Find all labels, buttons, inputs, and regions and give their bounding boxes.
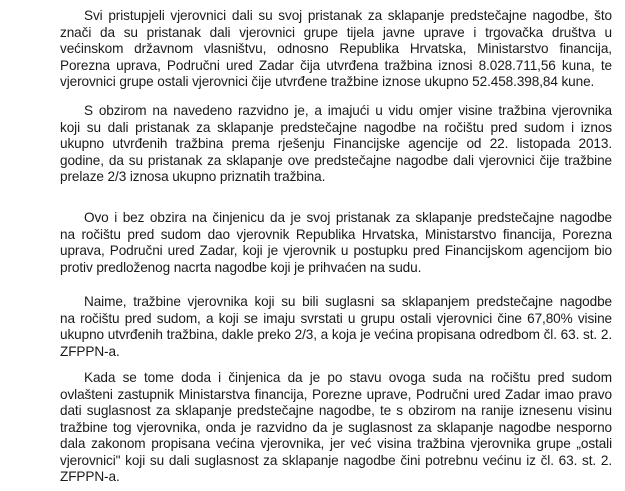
text-line: dala zakonom propisana većina vjerovnika, jer već visina tražbina vjerovnika grupe „ostali [60,436,612,451]
text-line: na ročištu pred sudom dao vjerovnik Republika Hrvatska, Ministarstvo financija, Porezna [60,226,612,242]
text-line: Kada se tome doda i činjenica da je po stavu ovoga suda na ročištu pred sudom [84,370,612,385]
text-line: prelaze 2/3 iznosa ukupno priznatih tražbina. [60,169,326,184]
text-line: na ročištu pred sudom, a koji se imaju svrstati u grupu ostali vjerovnici čine 67,80% visine [60,310,612,326]
paragraph-5 [60,370,612,486]
text-line: koji su dali pristanak za sklapanje predstečajne nagodbe na ročištu pred sudom i iznos [60,119,612,135]
text-line: ZFPPN-a. [60,343,120,359]
text-line: Naime, tražbine vjerovnika koji su bili suglasni sa sklapanjem predstečajne nagodbe [84,294,612,309]
text-line: dati suglasnost za sklapanje predstečajne nagodbe, te s obzirom na ranije iznesenu visinu [60,403,612,418]
text-line: S obzirom na navedeno razvidno je, a imajući u vidu omjer visine tražbina vjerovnika [84,103,612,118]
text-line: ovlašteni zastupnik Ministarstva financija, Porezne uprave, Područni ured Zadar imao pravo [60,386,612,402]
text-line: tražbine tog vjerovnika, onda je razvidno da je suglasnost za sklapanje nagodbe nesporno [60,419,612,435]
paragraph-2 [60,103,612,186]
text-line: ukupno utvrđenih tražbina prema rješenju Financijske agencije od 22. listopada 2013. [60,136,612,151]
text-line: Svi pristupjeli vjerovnici dali su svoj pristanak za sklapanje predstečajne nagodbe, što [84,8,612,23]
paragraph-4 [60,294,612,360]
text-line: vjerovnici" koji su dali suglasnost za sklapanje nagodbe čini potrebnu većinu iz čl. 63. st. 2. [60,452,612,468]
text-line: znači da su pristanak dali vjerovnici grupe tijela javne uprave i trgovačka društva u [60,24,612,40]
text-line: većinskom državnom vlasništvu, odnosno Republika Hrvatska, Ministarstvo financija, [60,41,612,56]
paragraph-3 [60,210,612,276]
text-line: protiv predloženog nacrta nagodbe koji je prihvaćen na sudu. [60,259,422,275]
text-line: Ovo i bez obzira na činjenicu da je svoj pristanak za sklapanje predstečajne nagodbe [84,210,612,225]
text-line: ZFPPN-a. [60,469,120,484]
text-line: uprava, Područni ured Zadar, koji je vjerovnik u postupku pred Financijskom agencijom bio [60,243,612,258]
paragraph-1 [60,8,612,91]
text-line: vjerovnici grupe ostali vjerovnici čije utvrđene tražbine iznose ukupno 52.458.398,84 kune. [60,74,595,89]
text-line: ukupno utvrđenih tražbina, dakle preko 2/3, a koja je većina propisana odredbom čl. 63. st. 2. [60,327,612,342]
text-line: Porezna uprava, Područni ured Zadar čija utvrđena tražbina iznosi 8.028.711,56 kuna, te [60,57,612,73]
text-line: godine, da su pristanak za sklapanje ove predstečajne nagodbe dali vjerovnici čije tražbine [60,152,612,168]
